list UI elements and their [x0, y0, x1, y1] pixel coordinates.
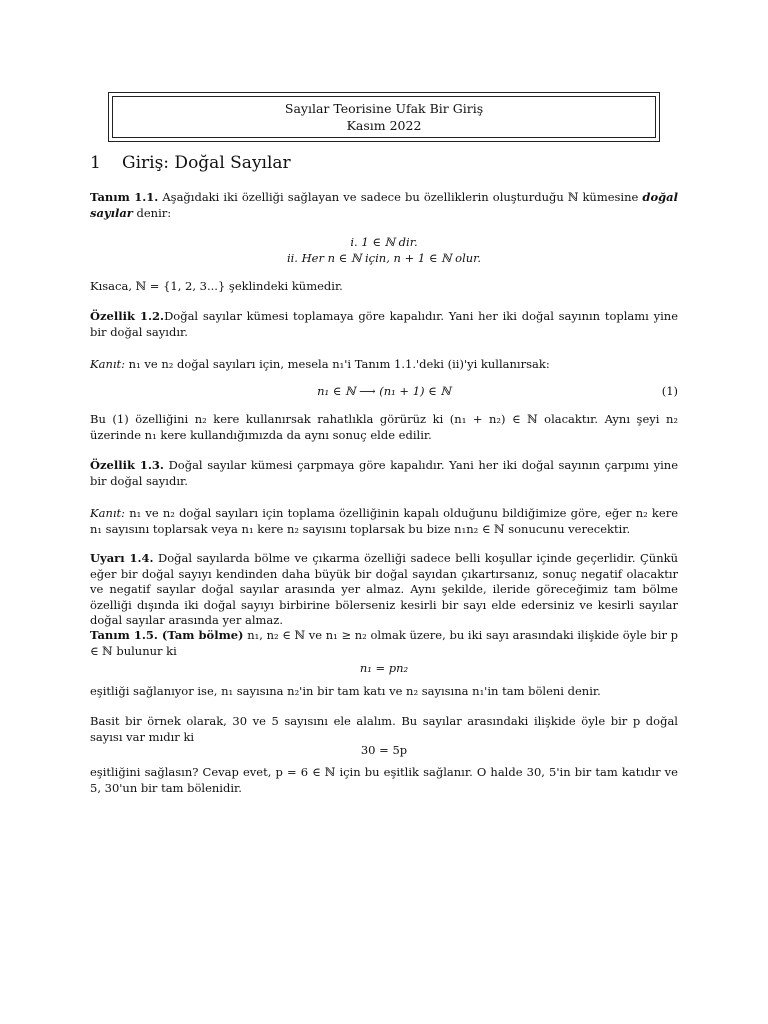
definition-1-1 [90, 190, 678, 221]
definition-1-5 [90, 628, 678, 659]
definition-term: doğal sayılar [90, 190, 678, 220]
proof-label: Kanıt: [90, 506, 126, 520]
remark-1-4 [90, 551, 678, 629]
definition-item-i: i. 1 ∈ ℕ dir. [350, 235, 418, 249]
proof-text: n₁ ve n₂ doğal sayıları için toplama özelliğinin kapalı olduğunu bildiğimize göre, eğer n₂ kere n₁ sayısını toplarsak veya n₁ kere n₂ sayısını toplarsak bu bize n₁n₂ ∈ ℕ sonucunu verecektir. [90, 506, 678, 536]
proof-1-3 [90, 506, 678, 537]
proof-1-2-continuation: Bu (1) özelliğini n₂ kere kullanırsak rahatlıkla görürüz ki (n₁ + n₂) ∈ ℕ olacaktır. Aynı şeyi n₂ üzerinde n₁ kere kullandığımızda da aynı sonuç elde edilir. [90, 412, 678, 442]
equation-number: (1) [661, 384, 678, 398]
definition-label: Tanım 1.5. [90, 628, 158, 642]
equation-body: n₁ ∈ ℕ ⟶ (n₁ + 1) ∈ ℕ [317, 384, 451, 398]
definition-name: (Tam bölme) [157, 628, 244, 642]
property-text: Doğal sayılar kümesi toplamaya göre kapalıdır. Yani her iki doğal sayının toplamı yine bir doğal sayıdır. [90, 309, 678, 339]
example-intro: Basit bir örnek olarak, 30 ve 5 sayısını ele alalım. Bu sayılar arasındaki ilişkide öyle bir p doğal sayısı var mıdır ki [90, 714, 678, 744]
property-label: Özellik 1.2. [90, 309, 165, 323]
section-title: Giriş: Doğal Sayılar [122, 153, 291, 173]
remark-label: Uyarı 1.4. [90, 551, 154, 565]
title-box [108, 92, 660, 142]
equation-tam-bolme: n₁ = pn₂ [359, 661, 409, 675]
definition-text: Aşağıdaki iki özelliği sağlayan ve sadece bu özelliklerin oluşturduğu ℕ kümesine [158, 190, 643, 204]
title-box-inner [112, 96, 656, 138]
definition-summary: Kısaca, ℕ = {1, 2, 3...} şeklindeki kümedir. [90, 279, 343, 293]
definition-text-end: denir: [132, 205, 172, 220]
definition-item-ii: ii. Her n ∈ ℕ için, n + 1 ∈ ℕ olur. [286, 251, 482, 265]
document-title: Sayılar Teorisine Ufak Bir Giriş [284, 101, 484, 116]
definition-text: n₁, n₂ ∈ ℕ ve n₁ ≥ n₂ olmak üzere, bu iki sayı arasındaki ilişkide öyle bir p ∈ ℕ bulunur ki [90, 628, 678, 658]
property-1-3 [90, 458, 678, 489]
proof-label: Kanıt: [90, 357, 126, 371]
section-number: 1 [90, 153, 101, 173]
property-text: Doğal sayılar kümesi çarpmaya göre kapalıdır. Yani her iki doğal sayının çarpımı yine bir doğal sayıdır. [90, 458, 679, 488]
property-label: Özellik 1.3. [90, 458, 164, 472]
document-date: Kasım 2022 [346, 118, 422, 133]
remark-text: Doğal sayılarda bölme ve çıkarma özelliği sadece belli koşullar içinde geçerlidir. Çünkü eğer bir doğal sayıyı kendinden daha büyük bir doğal sayıdan çıkartırsanız, sonuç negatif olacaktır ve negatif sayılar doğal sayılar arasında yer almaz. Aynı şekilde, ileride göreceğimiz tam bölme özelliği dışında iki doğal sayıyı birbirine bölerseniz kesirli bir sayı elde edersiniz ve kesirli sayılar doğal sayılar arasında yer almaz. [90, 551, 678, 628]
definition-1-5-continuation: eşitliği sağlanıyor ise, n₁ sayısına n₂'in bir tam katı ve n₂ sayısına n₁'in tam böleni denir. [90, 684, 601, 698]
example-conclusion: eşitliğini sağlasın? Cevap evet, p = 6 ∈ ℕ için bu eşitlik sağlanır. O halde 30, 5'in bir tam katıdır ve 5, 30'un bir tam bölenidir. [90, 765, 678, 795]
example-equation: 30 = 5p [360, 743, 408, 757]
proof-text: n₁ ve n₂ doğal sayıları için, mesela n₁'i Tanım 1.1.'deki (ii)'yi kullanırsak: [125, 357, 550, 371]
proof-1-2 [90, 357, 678, 373]
property-1-2 [90, 309, 678, 340]
section-heading [90, 152, 291, 175]
definition-label: Tanım 1.1. [90, 190, 159, 204]
equation-1 [90, 384, 678, 400]
